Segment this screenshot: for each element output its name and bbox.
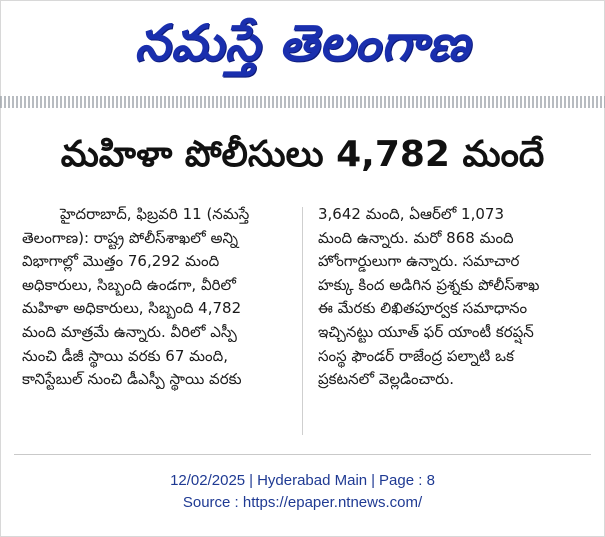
text-line: మంది మాత్రమే ఉన్నారు. వీరిలో ఎస్పీ [22, 322, 237, 341]
article-body [22, 203, 584, 443]
footer-meta-line [0, 470, 605, 492]
masthead-divider [0, 96, 605, 108]
text-line: హోంగార్డులుగా ఉన్నారు. సమాచార [318, 252, 520, 271]
text-line: అధికారులు, సిబ్బంది ఉండగా, వీరిలో [22, 275, 236, 294]
text-line: తెలంగాణ): రాష్ట్ర పోలీస్‌శాఖలో అన్ని [22, 228, 239, 247]
masthead-title: నమస్తే తెలంగాణ [134, 14, 471, 72]
text-line: నుంచి డీజీ స్థాయి వరకు 67 మంది, [22, 346, 228, 365]
article-column-right [318, 203, 582, 392]
text-line: కానిస్టేబుల్ నుంచి డీఎస్పీ స్థాయి వరకు [22, 370, 242, 389]
text-line: మహిళా అధికారులు, సిబ్బంది 4,782 [22, 299, 242, 318]
text-line: ఇచ్చినట్టు యూత్ ఫర్ యాంటీ కరప్షన్ [318, 322, 534, 341]
footer-page: Page : 8 [379, 472, 435, 489]
clipping-footer [0, 470, 605, 514]
article-column-left [22, 203, 286, 392]
text-line: విభాగాల్లో మొత్తం 76,292 మంది [22, 252, 220, 271]
footer-divider [14, 454, 591, 455]
text-line: హక్కు కింద అడిగిన ప్రశ్నకు పోలీస్‌శాఖ [318, 275, 540, 294]
article-headline: మహిళా పోలీసులు 4,782 మందే [60, 134, 545, 175]
footer-source: Source : https://epaper.ntnews.com/ [182, 494, 423, 511]
footer-edition: Hyderabad Main [257, 472, 368, 489]
text-line: ఈ మేరకు లిఖితపూర్వక సమాధానం [318, 299, 528, 318]
newspaper-masthead [0, 0, 605, 96]
footer-separator: | [249, 472, 254, 489]
footer-date: 12/02/2025 [170, 472, 246, 489]
text-line: 3,642 మంది, ఏఆర్‌లో 1,073 [318, 205, 504, 223]
footer-separator: | [371, 472, 376, 489]
text-line: హైదరాబాద్, ఫిబ్రవరి 11 (నమస్తే [60, 205, 250, 223]
text-line: సంస్థ ఫౌండర్ రాజేంద్ర పల్నాటి ఒక [318, 346, 514, 365]
column-divider [302, 207, 303, 435]
text-line: మంది ఉన్నారు. మరో 868 మంది [318, 228, 514, 247]
text-line: ప్రకటనలో వెల్లడించారు. [318, 370, 454, 389]
